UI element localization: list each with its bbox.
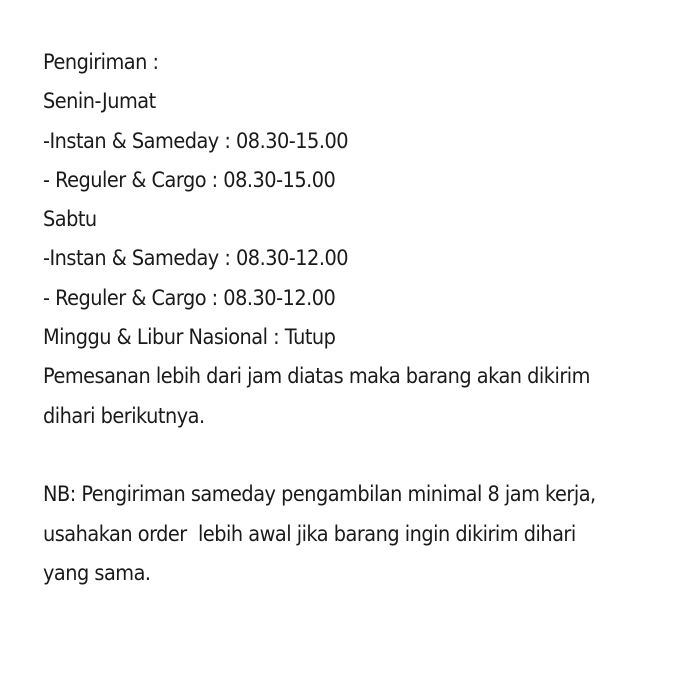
sunday-holiday-closed: Minggu & Libur Nasional : Tutup — [43, 325, 336, 350]
blank-spacer — [43, 436, 660, 475]
nb-note-line-1: NB: Pengiriman sameday pengambilan minimal 8 jam kerja, — [43, 482, 596, 507]
saturday-instant-sameday-hours: -Instan & Sameday : 08.30-12.00 — [43, 246, 349, 271]
saturday-label: Sabtu — [43, 207, 97, 232]
weekday-regular-cargo-hours: - Reguler & Cargo : 08.30-15.00 — [43, 167, 336, 192]
order-cutoff-note-line-2: dihari berikutnya. — [43, 403, 205, 428]
heading-pengiriman: Pengiriman : — [43, 50, 159, 74]
weekday-label: Senin-Jumat — [43, 89, 156, 114]
order-cutoff-note-line-1: Pemesanan lebih dari jam diatas maka barang akan dikirim — [43, 364, 590, 389]
nb-note-line-3: yang sama. — [43, 560, 151, 585]
saturday-regular-cargo-hours: - Reguler & Cargo : 08.30-12.00 — [43, 285, 336, 310]
nb-note-line-2: usahakan order lebih awal jika barang ingin dikirim dihari — [43, 521, 576, 546]
weekday-instant-sameday-hours: -Instan & Sameday : 08.30-15.00 — [43, 128, 349, 153]
